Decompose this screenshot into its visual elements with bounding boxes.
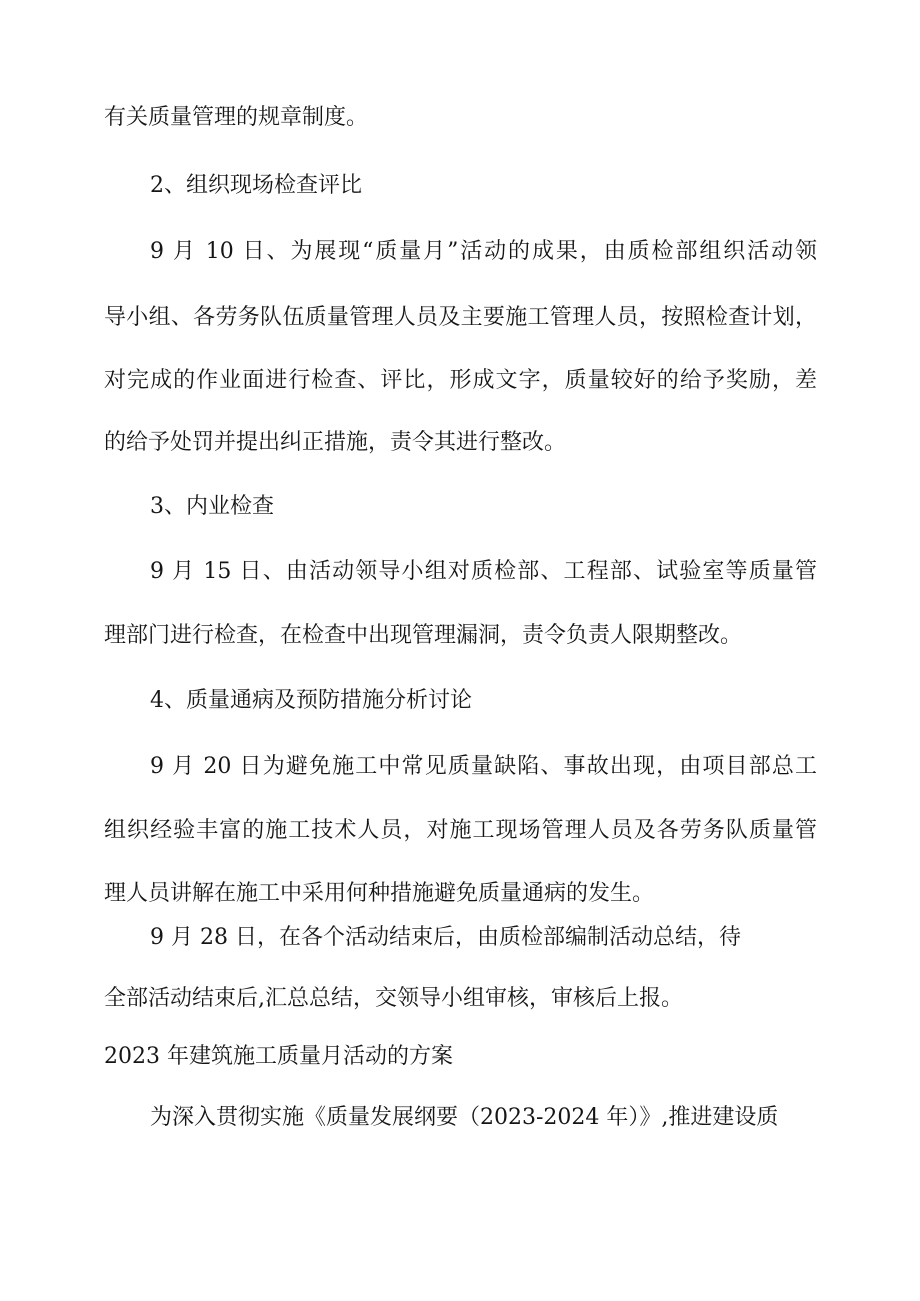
paragraph-line: 9 月 10 日、为展现“质量月”活动的成果，由质检部组织活动领	[150, 239, 817, 264]
paragraph-line: 理部门进行检查，在检查中出现管理漏洞，责令负责人限期整改。	[104, 623, 743, 648]
paragraph-line: 9 月 15 日、由活动领导小组对质检部、工程部、试验室等质量管	[150, 559, 817, 584]
paragraph-line: 有关质量管理的规章制度。	[104, 105, 369, 130]
paragraph-line: 的给予处罚并提出纠正措施，责令其进行整改。	[104, 430, 567, 455]
paragraph-line: 对完成的作业面进行检查、评比，形成文字，质量较好的给予奖励，差	[104, 368, 817, 393]
paragraph-line: 9 月 28 日，在各个活动结束后，由质检部编制活动总结，待	[150, 925, 741, 950]
document-title: 2023 年建筑施工质量月活动的方案	[104, 1044, 453, 1069]
paragraph-line: 9 月 20 日为避免施工中常见质量缺陷、事故出现，由项目部总工	[150, 754, 817, 779]
paragraph-line: 导小组、各劳务队伍质量管理人员及主要施工管理人员，按照检查计划，	[104, 305, 817, 330]
paragraph-line: 全部活动结束后,汇总总结，交领导小组审核，审核后上报。	[104, 986, 683, 1011]
section-heading: 2、组织现场检查评比	[150, 173, 362, 198]
section-heading: 4、质量通病及预防措施分析讨论	[150, 688, 472, 713]
paragraph-line: 为深入贯彻实施《质量发展纲要（2023-2024 年）》,推进建设质	[150, 1105, 779, 1130]
paragraph-line: 理人员讲解在施工中采用何种措施避免质量通病的发生。	[104, 881, 655, 906]
paragraph-line: 组织经验丰富的施工技术人员，对施工现场管理人员及各劳务队质量管	[104, 818, 817, 843]
section-heading: 3、内业检查	[150, 494, 274, 519]
